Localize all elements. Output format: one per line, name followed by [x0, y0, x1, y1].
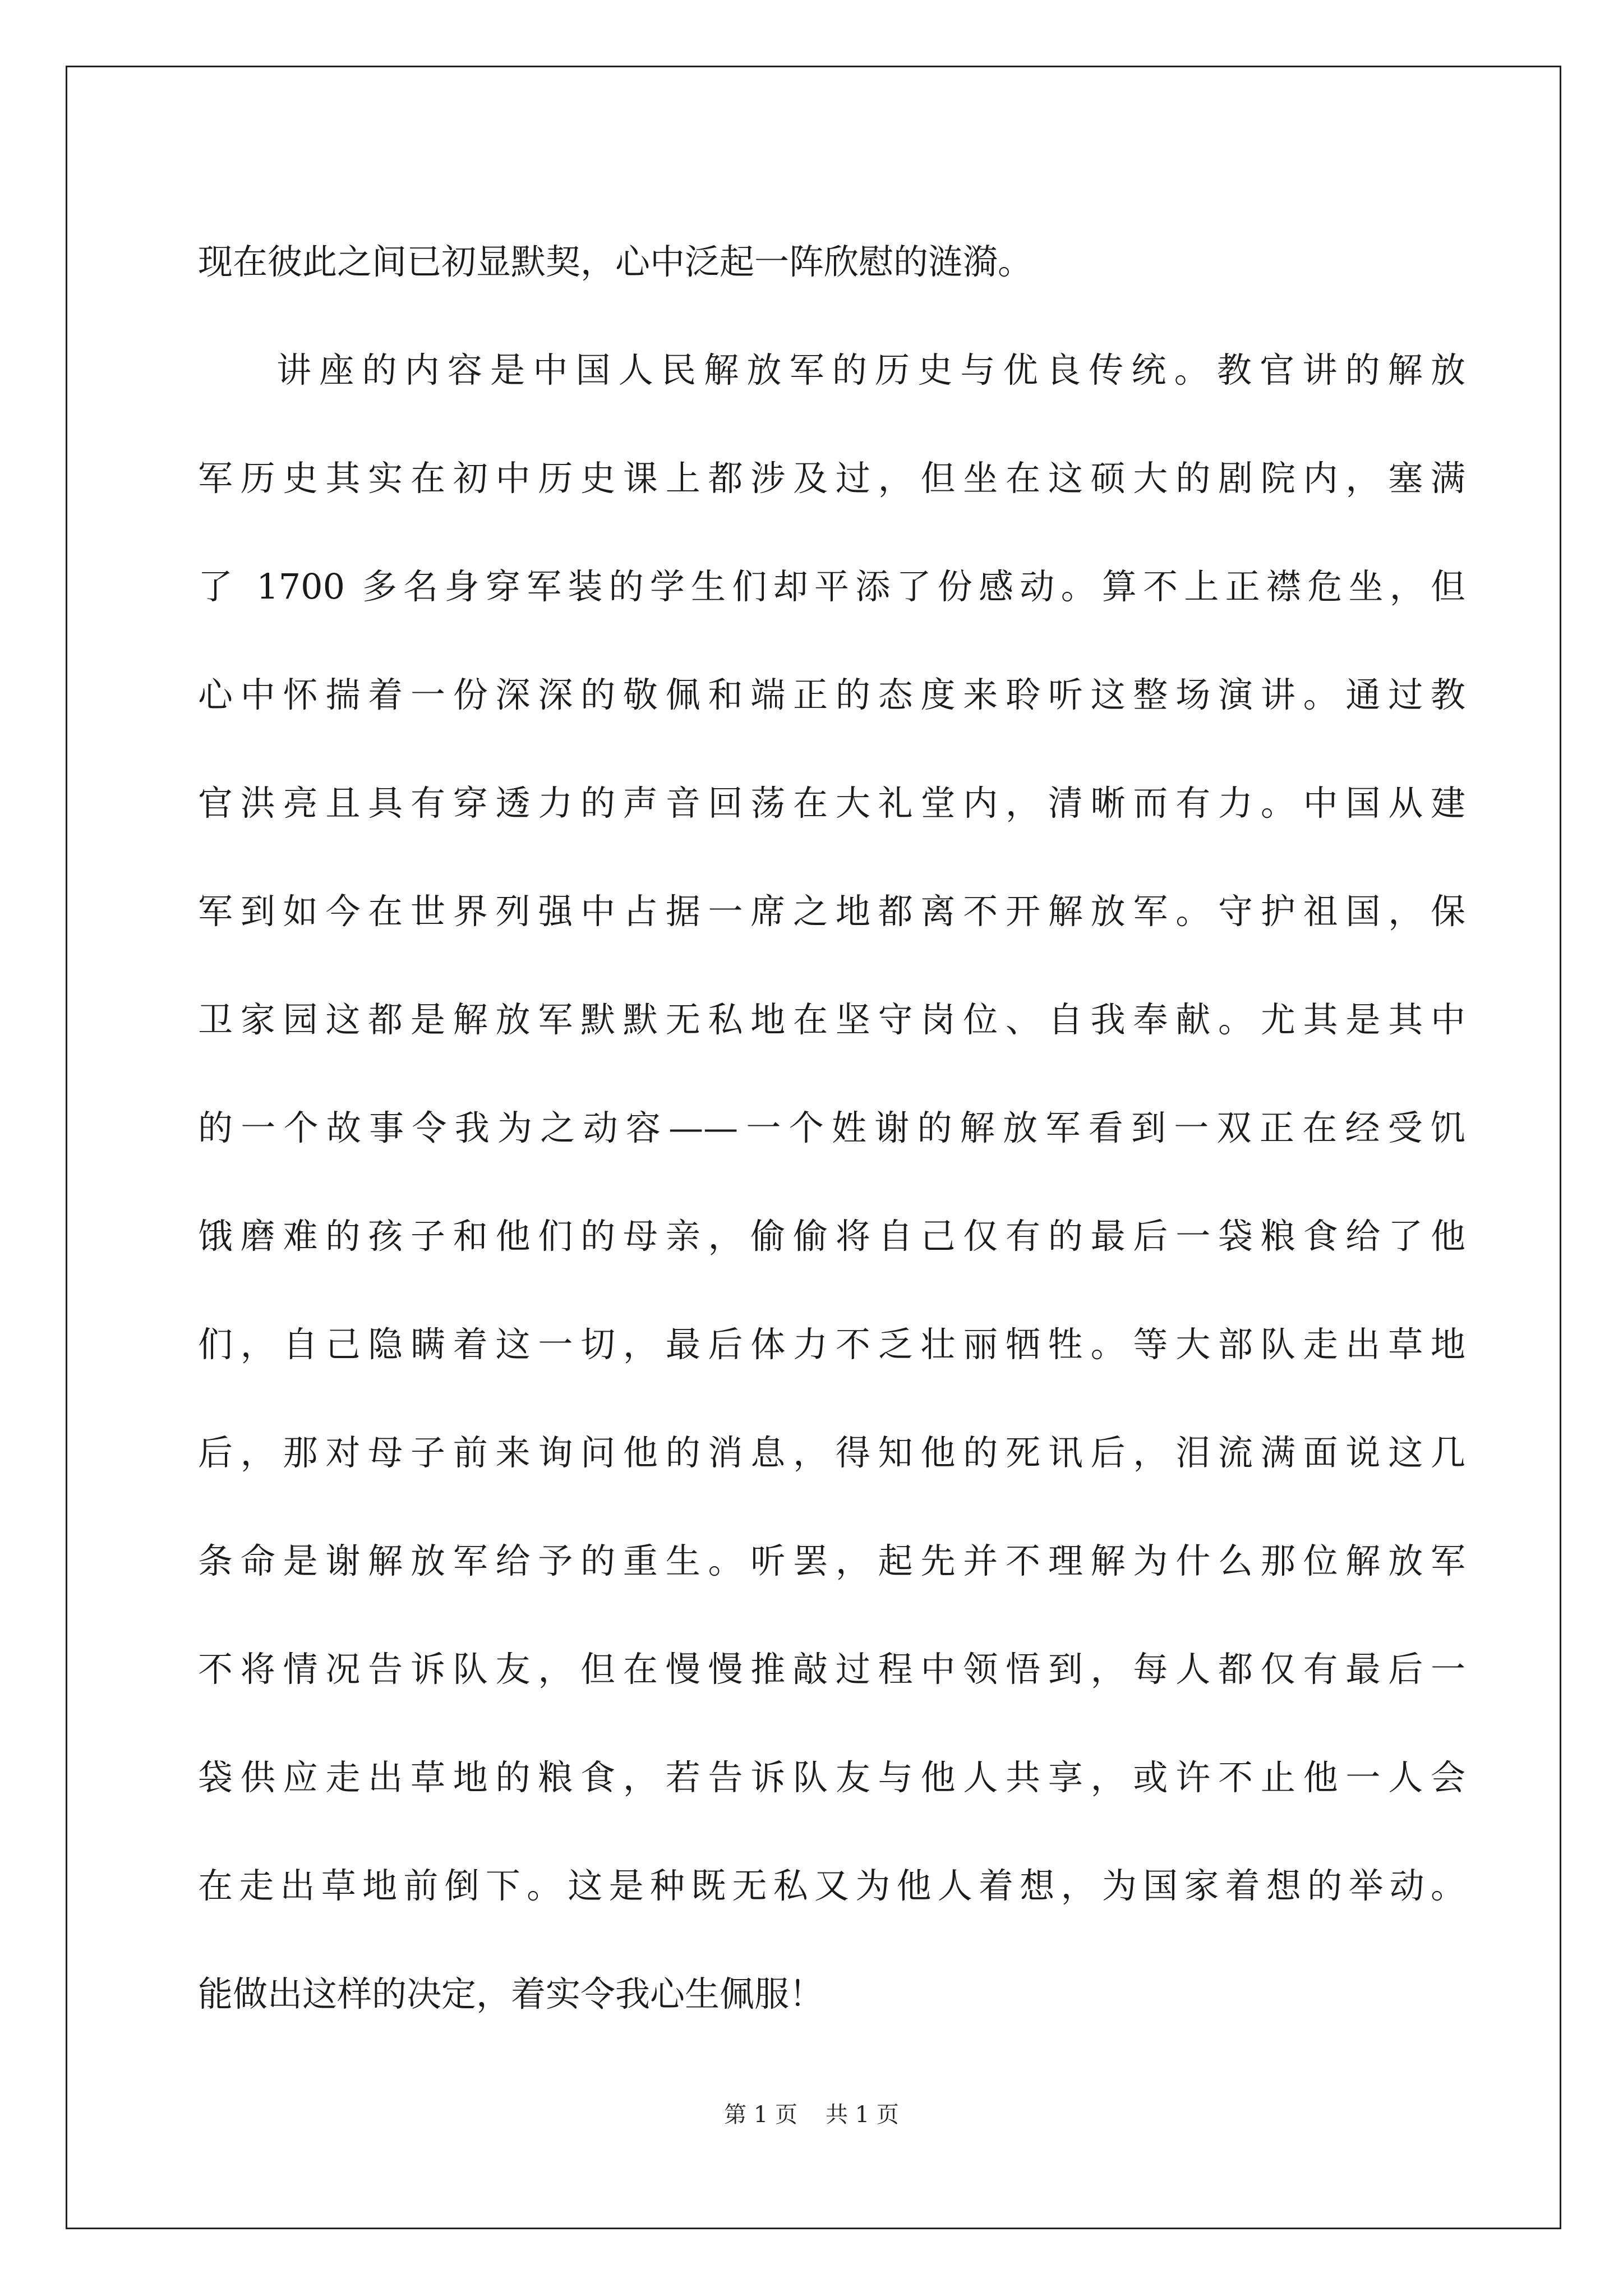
text-line: 能做出这样的决定，着实令我心生佩服！: [198, 1973, 824, 2014]
text-line: 在走出草地前倒下。这是种既无私又为他人着想，为国家着想的举动。: [198, 1865, 1465, 1906]
text-line: 后，那对母子前来询问他的消息，得知他的死讯后，泪流满面说这几: [198, 1432, 1465, 1473]
text-line: 的一个故事令我为之动容——一个姓谢的解放军看到一双正在经受饥: [198, 1107, 1465, 1148]
text-line: 官洪亮且具有穿透力的声音回荡在大礼堂内，清晰而有力。中国从建: [198, 783, 1465, 823]
text-line: 卫家园这都是解放军默默无私地在坚守岗位、自我奉献。尤其是其中: [198, 999, 1465, 1040]
text-line: 条命是谢解放军给予的重生。听罢，起先并不理解为什么那位解放军: [198, 1540, 1465, 1581]
text-line: 现在彼此之间已初显默契，心中泛起一阵欣慰的涟漪。: [198, 241, 1033, 282]
text-line: 了 1700 多名身穿军装的学生们却平添了份感动。算不上正襟危坐，但: [198, 566, 1465, 607]
text-line: 军到如今在世界列强中占据一席之地都离不开解放军。守护祖国，保: [198, 891, 1465, 932]
page-number: 第 1 页: [724, 2102, 797, 2128]
text-line: 军历史其实在初中历史课上都涉及过，但坐在这硕大的剧院内，塞满: [198, 458, 1465, 499]
text-line: 不将情况告诉队友，但在慢慢推敲过程中领悟到，每人都仅有最后一: [198, 1649, 1465, 1690]
text-line: 讲座的内容是中国人民解放军的历史与优良传统。教官讲的解放: [276, 349, 1465, 390]
document-body: [198, 208, 1465, 2048]
text-line: 饿磨难的孩子和他们的母亲，偷偷将自己仅有的最后一袋粮食给了他: [198, 1216, 1465, 1257]
text-line: 心中怀揣着一份深深的敬佩和端正的态度来聆听这整场演讲。通过教: [198, 674, 1465, 715]
page-footer: [0, 2098, 1623, 2132]
page-total: 共 1 页: [826, 2102, 899, 2128]
text-line: 袋供应走出草地的粮食，若告诉队友与他人共享，或许不止他一人会: [198, 1757, 1465, 1798]
text-line: 们，自己隐瞒着这一切，最后体力不乏壮丽牺牲。等大部队走出草地: [198, 1324, 1465, 1365]
